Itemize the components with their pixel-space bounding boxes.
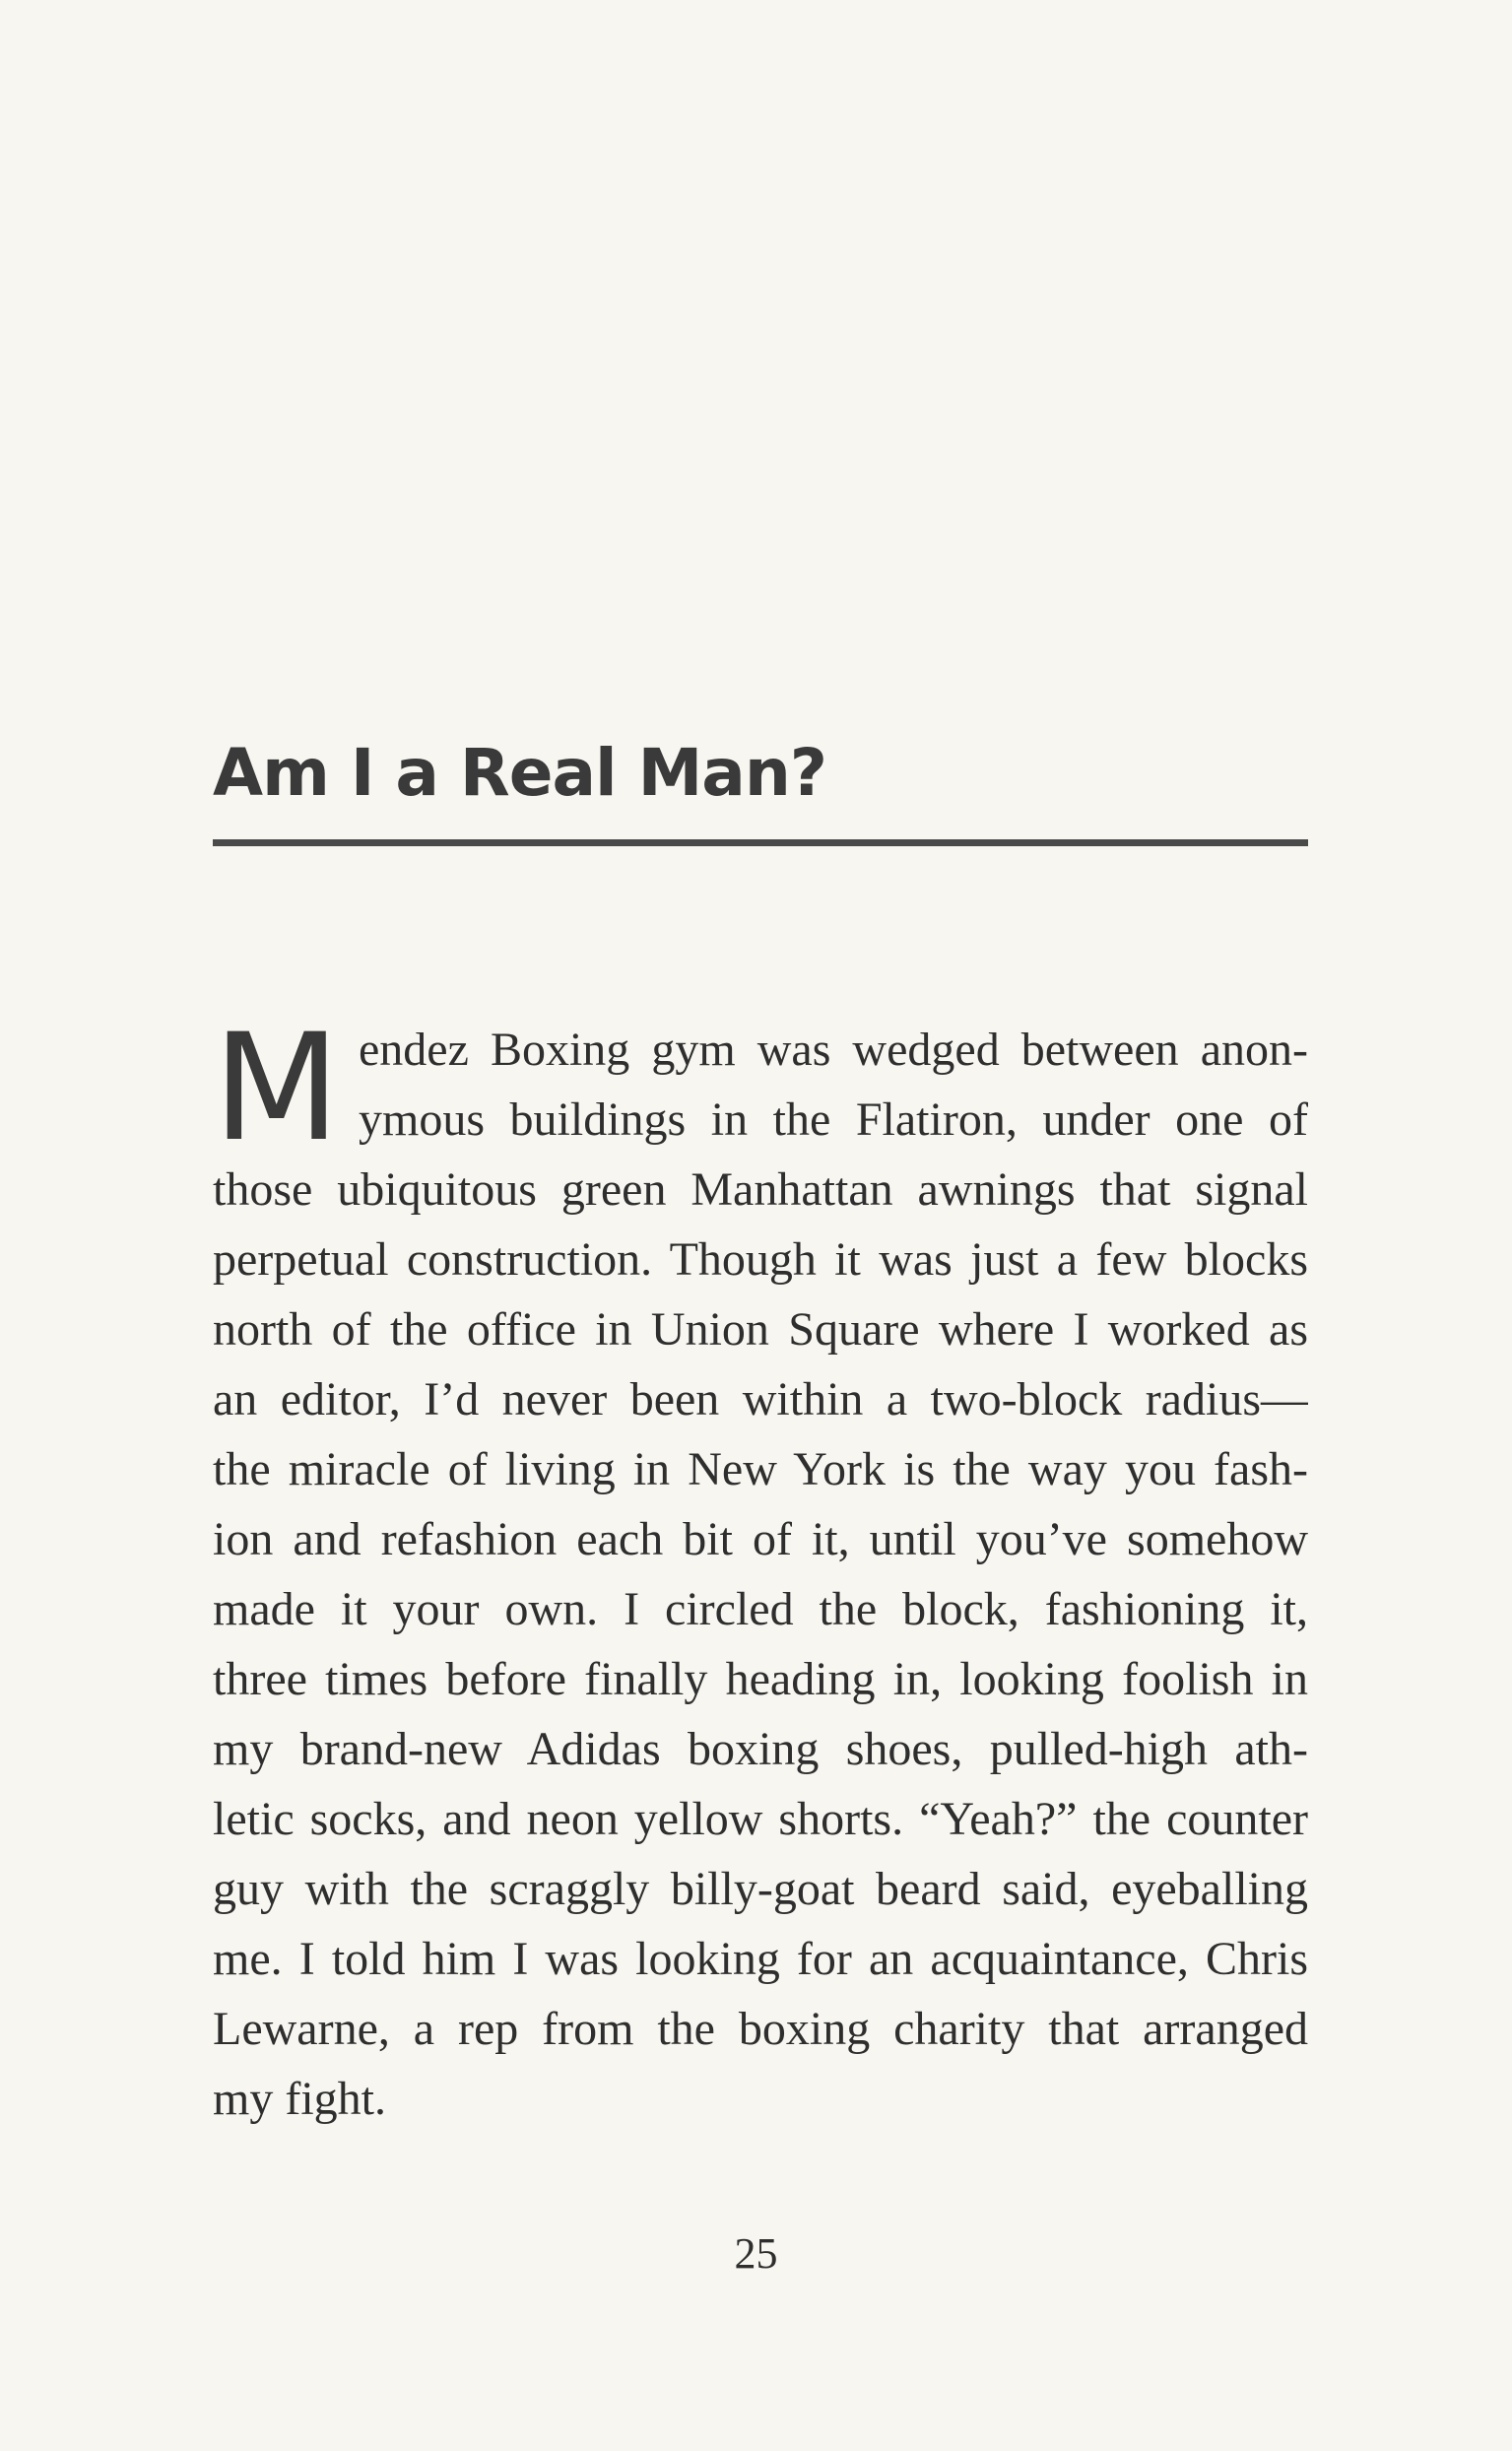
- text-line: ion and refashion each bit of it, until you’ve somehow: [213, 1513, 1308, 1565]
- text-line: letic socks, and neon yellow shorts. “Yeah?” the counter: [213, 1793, 1308, 1845]
- text-line: perpetual construction. Though it was just a few blocks: [213, 1233, 1308, 1286]
- text-line: the miracle of living in New York is the way you fash-: [213, 1443, 1308, 1495]
- text-line: an editor, I’d never been within a two-block radius—: [213, 1373, 1308, 1425]
- text-line: north of the office in Union Square where I worked as: [213, 1303, 1308, 1356]
- text-line: my brand-new Adidas boxing shoes, pulled-high ath-: [213, 1723, 1308, 1775]
- page-number: 25: [734, 2229, 778, 2278]
- text-line: guy with the scraggly billy-goat beard said, eyeballing: [213, 1863, 1308, 1915]
- text-line: me. I told him I was looking for an acquaintance, Chris: [213, 1933, 1308, 1985]
- text-line: my fight.: [213, 2073, 386, 2125]
- text-line: three times before finally heading in, looking foolish in: [213, 1653, 1308, 1705]
- text-line: Lewarne, a rep from the boxing charity that arranged: [213, 2003, 1308, 2055]
- body-paragraph: [213, 1003, 1308, 2134]
- chapter-title: Am I a Real Man?: [213, 735, 827, 811]
- text-line: ymous buildings in the Flatiron, under one of: [359, 1093, 1308, 1146]
- title-rule: [213, 839, 1308, 846]
- text-line: those ubiquitous green Manhattan awnings that signal: [213, 1163, 1308, 1216]
- text-line: made it your own. I circled the block, fashioning it,: [213, 1583, 1308, 1635]
- text-line: endez Boxing gym was wedged between anon-: [359, 1024, 1308, 1076]
- drop-cap: M: [213, 1003, 341, 1174]
